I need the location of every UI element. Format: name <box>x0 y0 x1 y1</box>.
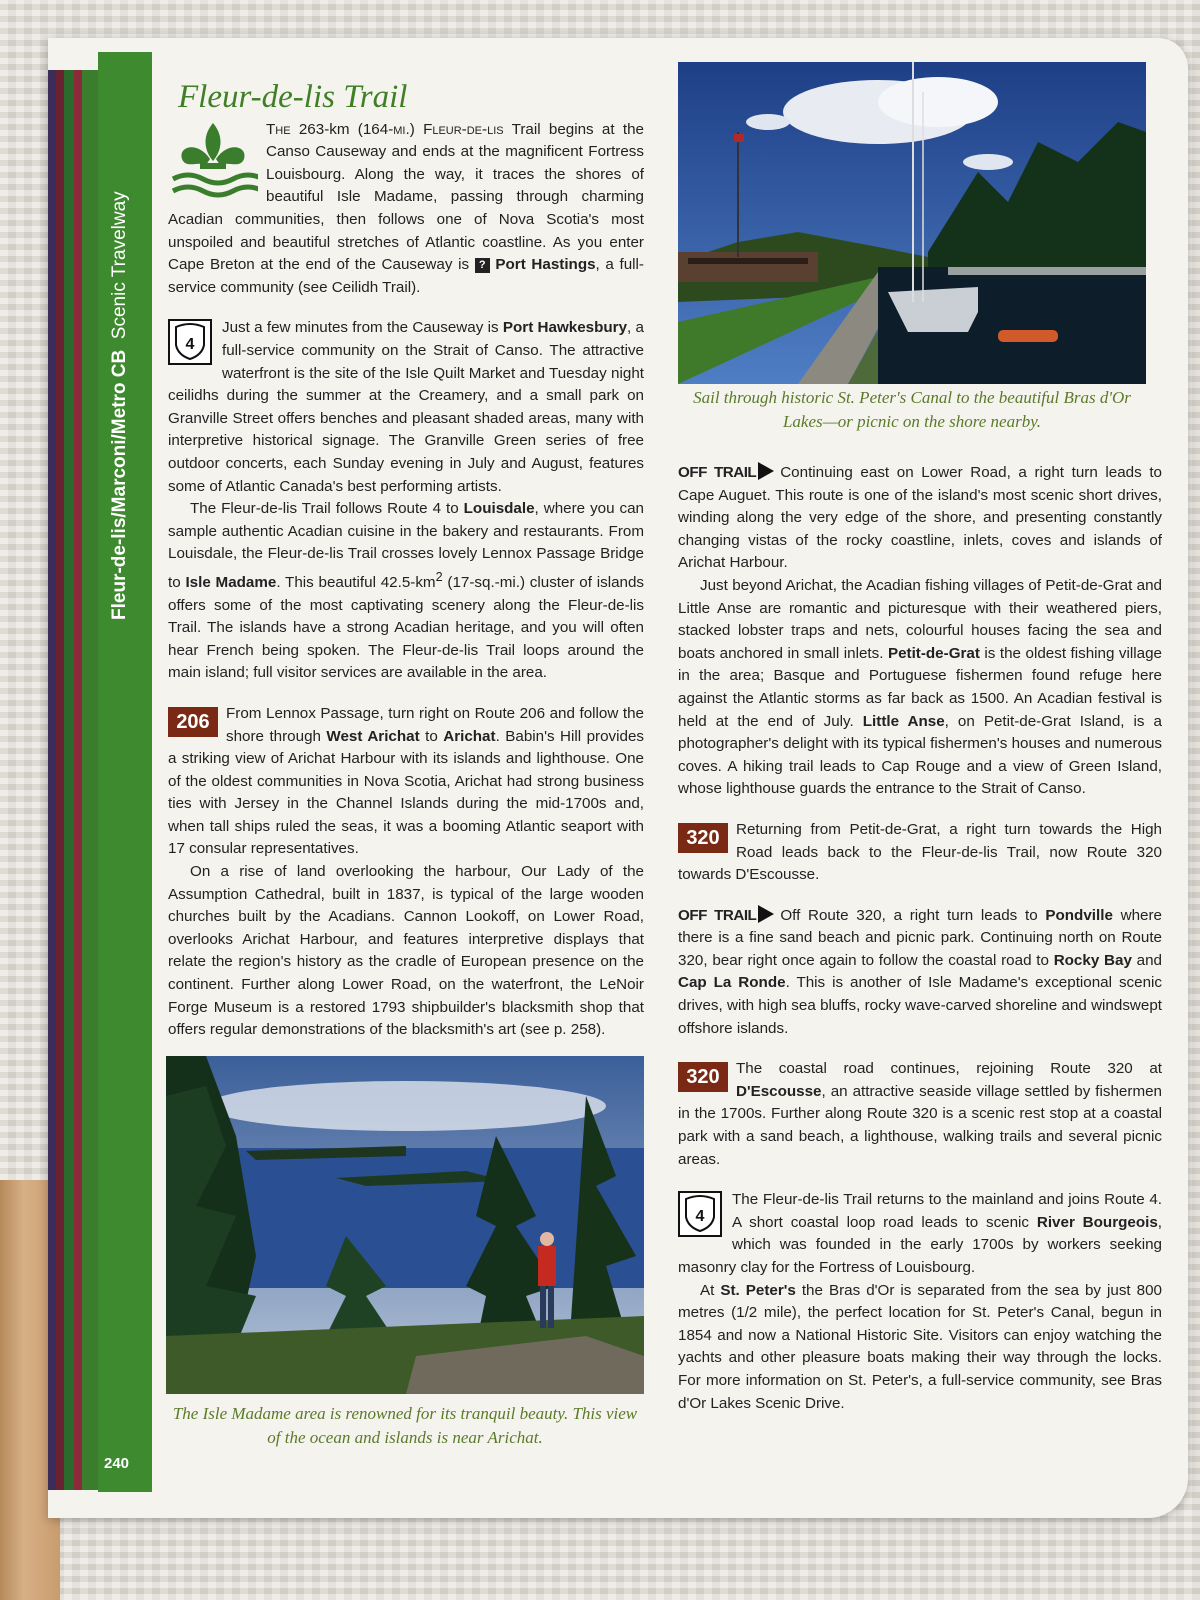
route-shield-icon <box>678 1191 722 1237</box>
route-206-badge: 206 <box>168 707 218 737</box>
off-trail-pondville: OFF TRAIL Off Route 320, a right turn leads to Pondville where there is a fine sand beach and picnic park. Continuing north on Route 320, bear right once again to follow the coastal road to Rocky Bay and Cap La Ronde. This is another of Isle Madame's exceptional scenic drives, with high sea bluffs, rocky wave-carved shoreline and windswept offshore islands. <box>678 906 1162 1037</box>
route-shield-icon <box>168 319 212 365</box>
right-column <box>678 462 1162 1415</box>
isle-madame-photo-caption: The Isle Madame area is renowned for its tranquil beauty. This view of the ocean and islands is near Arichat. <box>172 1404 638 1447</box>
section-side-label <box>100 20 140 620</box>
page-title: Fleur-de-lis Trail <box>178 79 408 115</box>
off-trail-cape-auguet: OFF TRAIL Continuing east on Lower Road, a right turn leads to Cape Auguet. This route is one of the island's most scenic short drives, winding along the very edge of the shore, and presenting constantly changing vistas of the rocky coastline, inlets, coves and islands of Arichat Harbour. Just beyond Arichat, the Acadian fishing villages of Petit-de-Grat and Little Anse are romantic and picturesque with their weathered piers, stacked lobster traps and nets, colourful houses facing the sea and boats anchored in small inlets. Petit-de-Grat is the oldest fishing village in the area; Basque and Portuguese fishermen found refuge here against the Atlantic storms as far back as 1500. An Acadian festival is held at the end of July. Little Anse, on Petit-de-Grat Island, is a photographer's delight with its typical fishermen's houses and numerous coves. A hiking trail leads to Cap Rouge and a view of Green Island, whose lighthouse guards the entrance to the Strait of Canso. <box>678 464 1163 798</box>
route-206-section: 206 From Lennox Passage, turn right on Route 206 and follow the shore through West Arichat to Arichat. Babin's Hill provides a striking view of Arichat Harbour with its islands and lighthouse. One of the oldest communities in Nova Scotia, Arichat had strong business ties with Jersey in the Channel Islands during the mid-1700s and, when tall ships ruled the seas, it was a booming Atlantic seaport with 17 consular representatives. On a rise of land overlooking the harbour, Our Lady of the Assumption Cathedral, built in 1837, is typical of the large wooden churches built by the Acadians. Cannon Lookoff, on Lower Road, overlooks Arichat Harbour, and features interpretive displays that relate the region's history as the cradle of European presence on the continent. Further along Lower Road, on the waterfront, the LeNoir Forge Museum is a restored 1793 shipbuilder's blacksmith shop that offers regular demonstrations of the blacksmith's art (see p. 258). <box>168 704 644 1039</box>
route-320-section-2: 320 The coastal road continues, rejoining Route 320 at D'Escousse, an attractive seaside village settled by fishermen in the 1700s. Further along Route 320 is a scenic rest stop at a coastal park with a sand beach, a lighthouse, walking trails and several picnic areas. <box>678 1060 1162 1168</box>
route-shield-number: 4 <box>185 336 195 354</box>
route-320-badge: 320 <box>678 1062 728 1092</box>
route-320-badge: 320 <box>678 823 728 853</box>
section-name: Fleur-de-lis/Marconi/Metro CB <box>109 349 130 620</box>
route-4-return-section: 4 The Fleur-de-lis Trail returns to the mainland and joins Route 4. A short coastal loop road leads to scenic River Bourgeois, which was founded in the early 1700s by workers seeking masonry clay for the Fortress of Louisbourg. At St. Peter's the Bras d'Or is separated from the sea by just 800 metres (1/2 mile), the perfect location for St. Peter's Canal, begun in 1854 and now a National Historic Site. Visitors can enjoy watching the yachts and other pleasure boats making their way through the locks. For more information on St. Peter's, a full-service community, see Bras d'Or Lakes Scenic Drive. <box>678 1191 1163 1412</box>
canal-photo-image <box>678 62 1146 384</box>
route-shield-number: 4 <box>695 1208 705 1226</box>
off-trail-arrow-icon <box>758 905 774 923</box>
page-number: 240 <box>104 1455 130 1472</box>
page-edge-tabs <box>48 70 98 1490</box>
fleur-de-lis-icon <box>168 121 258 201</box>
section-subtitle: Scenic Travelway <box>109 191 130 340</box>
isle-madame-photo-image <box>166 1056 644 1394</box>
left-column <box>168 79 645 1042</box>
isle-madame-photo <box>166 1056 644 1394</box>
canal-photo-caption: Sail through historic St. Peter's Canal to the beautiful Bras d'Or Lakes—or picnic on the shore nearby. <box>693 388 1131 431</box>
canal-photo <box>678 62 1146 384</box>
off-trail-arrow-icon <box>758 462 774 480</box>
intro-paragraph: The 263-km (164-mi.) Fleur-de-lis Trail begins at the Canso Causeway and ends at the magnificent Fortress Louisbourg. Along the way, it traces the shores of beautiful Isle Madame, passing through charming Acadian communities, then follows one of Nova Scotia's most unspoiled and beautiful stretches of Atlantic coastline. As you enter Cape Breton at the end of the Causeway is ? Port Hastings, a full-service community (see Ceilidh Trail). <box>168 120 644 296</box>
info-centre-icon: ? <box>475 258 490 273</box>
route-4-section: 4 Just a few minutes from the Causeway is Port Hawkesbury, a full-service community on the Strait of Canso. The attractive waterfront is the site of the Isle Quilt Market and Tuesday night ceilidhs during the summer at the Creamery, and a small park on Granville Street offers benches and pleasant shaded areas, many with interpretive historical signage. The Granville Green series of free outdoor concerts, each Sunday evening in July and August, features some of Atlantic Canada's best performing artists. The Fleur-de-lis Trail follows Route 4 to Louisdale, where you can sample authentic Acadian cuisine in the bakery and restaurants. From Louisdale, the Fleur-de-lis Trail crosses lovely Lennox Passage Bridge to Isle Madame. This beautiful $42.5-km^2$ (17-sq.-mi.) cluster of islands offers some of the most captivating scenery along the Fleur-de-lis Trail. The islands have a strong Acadian heritage, and you will often hear French being spoken. The Fleur-de-lis Trail loops around the main island; full visitor services are available in the area. <box>168 319 645 682</box>
route-320-section-1: 320 Returning from Petit-de-Grat, a right turn towards the High Road leads back to the Fleur-de-lis Trail, now Route 320 towards D'Escousse. <box>678 820 1162 884</box>
